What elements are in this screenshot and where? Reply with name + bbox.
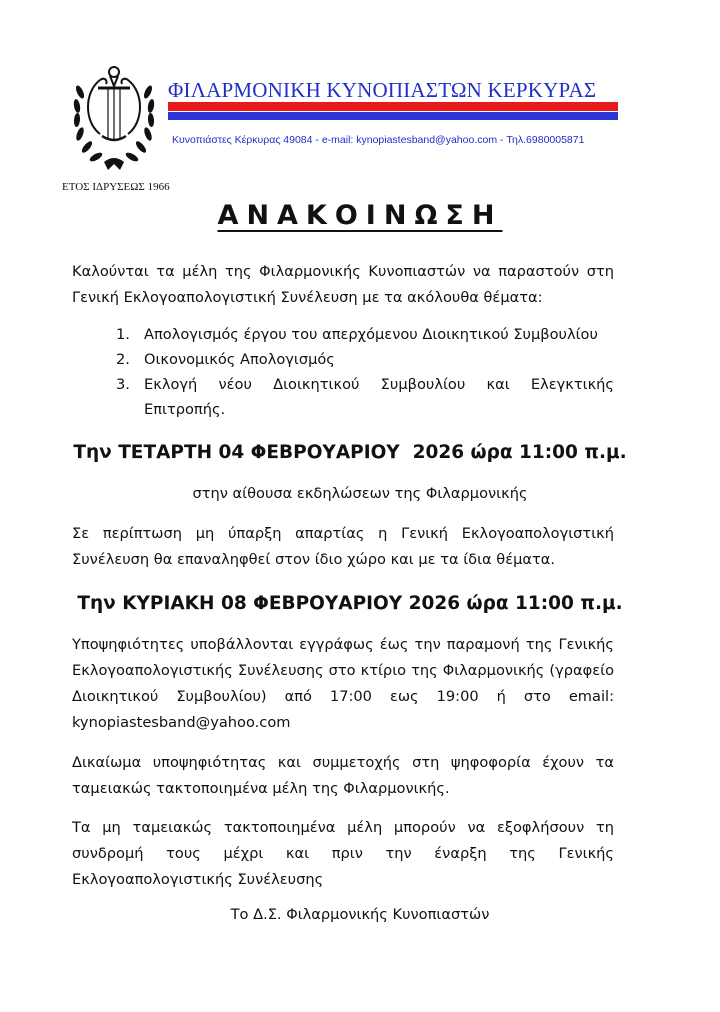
quorum-paragraph: Σε περίπτωση μη ύπαρξη απαρτίας η Γενική Εκλογοαπολογιστική Συνέλευση θα επαναληφθεί στον ίδιο χώρο και με τα ίδια θέματα. [72, 525, 614, 568]
agenda-item-number: 2. [116, 351, 130, 368]
agenda-item-text: Απολογισμός έργου του απερχόμενου Διοικητικού Συμβουλίου [144, 326, 598, 343]
header-blue-bar [168, 112, 618, 120]
agenda-item [116, 322, 614, 347]
first-meeting-date: Την ΤΕΤΑΡΤΗ 04 ΦΕΒΡΟΥΑΡΙΟΥ 2026 ώρα 11:00 π.μ. [73, 442, 627, 463]
agenda-item [116, 347, 614, 372]
voting-right-paragraph: Δικαίωμα υποψηφιότητας και συμμετοχής στη ψηφοφορία έχουν τα ταμειακώς τακτοποιημένα μέλη της Φιλαρμονικής. [72, 754, 614, 797]
founded-year: ΕΤΟΣ ΙΔΡΥΣΕΩΣ 1966 [62, 181, 170, 193]
second-meeting-date: Την ΚΥΡΙΑΚΗ 08 ΦΕΒΡΟΥΑΡΙΟΥ 2026 ώρα 11:00 π.μ. [77, 593, 623, 614]
agenda-item-text: Εκλογή νέου Διοικητικού Συμβουλίου και Ελεγκτικής [144, 376, 614, 393]
header-red-bar [168, 102, 618, 111]
agenda-item-number: 1. [116, 326, 130, 343]
signature: Το Δ.Σ. Φιλαρμονικής Κυνοπιαστών [230, 906, 490, 923]
lyre-wreath-icon [70, 62, 158, 172]
agenda-item [116, 372, 614, 422]
intro-paragraph: Καλούνται τα μέλη της Φιλαρμονικής Κυνοπιαστών να παραστούν στη Γενική Εκλογοαπολογιστική Συνέλευση με τα ακόλουθα θέματα: [72, 263, 614, 306]
agenda-item-number: 3. [116, 376, 130, 393]
agenda-list [116, 322, 614, 422]
dues-paragraph: Τα μη ταμειακώς τακτοποιημένα μέλη μπορούν να εξοφλήσουν τη συνδρομή τους μέχρι και πριν την έναρξη της Γενικής Εκλογοαπολογιστικής Συνέλευσης [72, 819, 614, 888]
contact-info: Κυνοπιάστες Κέρκυρας 49084 - e-mail: kynopiastesband@yahoo.com - Τηλ.6980005871 [172, 134, 585, 146]
agenda-item-text: Οικονομικός Απολογισμός [144, 351, 335, 368]
meeting-venue: στην αίθουσα εκδηλώσεων της Φιλαρμονικής [192, 485, 528, 502]
agenda-item-text-continued: Επιτροπής. [144, 401, 226, 418]
organization-name: ΦΙΛΑΡΜΟΝΙΚΗ ΚΥΝΟΠΙΑΣΤΩΝ ΚΕΡΚΥΡΑΣ [168, 78, 597, 102]
candidacies-paragraph: Υποψηφιότητες υποβάλλονται εγγράφως έως την παραμονή της Γενικής Εκλογοαπολογιστικής Συνέλευσης στο κτίριο της Φιλαρμονικής (γραφείο Διοικητικού Συμβουλίου) από 17:00 εως 19:00 ή στο email: kynopiastesband@yahoo.com [72, 636, 614, 731]
announcement-title: ΑΝΑΚΟΙΝΩΣΗ [217, 200, 503, 231]
